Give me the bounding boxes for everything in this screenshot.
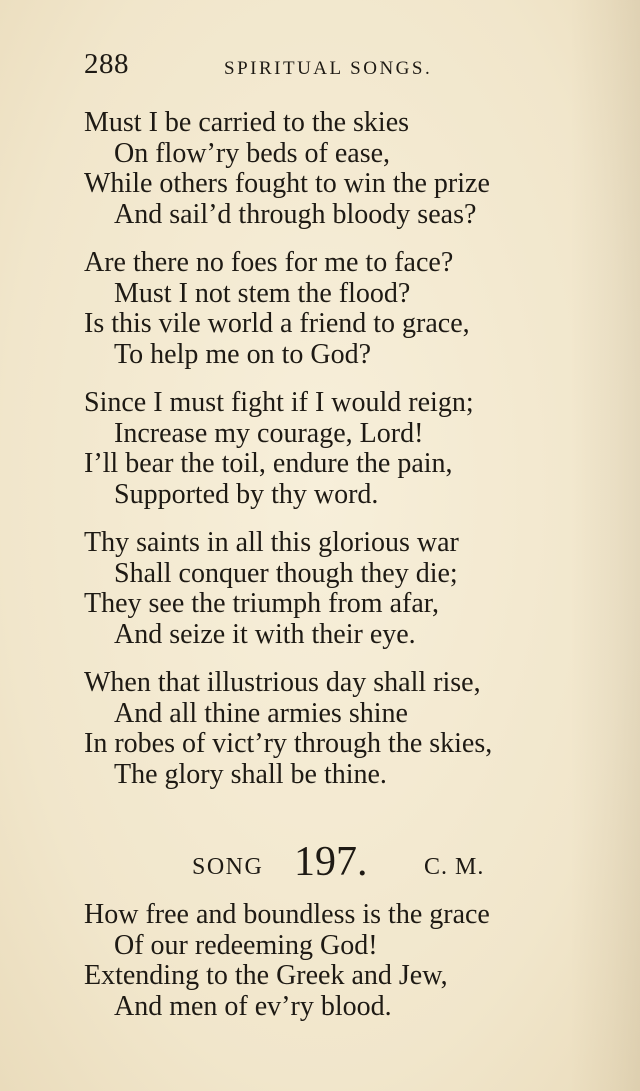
verse-line: And sail’d through bloody seas?	[114, 198, 477, 230]
verse-line: Is this vile world a friend to grace,	[84, 308, 470, 339]
stanza-1	[84, 900, 584, 1022]
verse-line: Thy saints in all this glorious war	[84, 527, 459, 558]
verse-line: Are there no foes for me to face?	[84, 247, 454, 278]
verse-line: And all thine armies shine	[114, 697, 408, 729]
page-header	[84, 48, 504, 88]
verse-line: Since I must fight if I would reign;	[84, 387, 474, 418]
page-number: 288	[84, 48, 129, 80]
stanza-4	[84, 528, 584, 650]
stanza-2	[84, 248, 584, 370]
verse-line: On flow’ry beds of ease,	[114, 137, 391, 169]
verse-line: Of our redeeming God!	[114, 929, 378, 961]
song-number: 197.	[294, 839, 368, 885]
running-head: SPIRITUAL SONGS.	[224, 58, 433, 79]
verse-line: While others fought to win the prize	[84, 168, 490, 199]
hymn-197	[84, 900, 584, 1040]
verse-line: The glory shall be thine.	[114, 758, 387, 790]
verse-line: And men of ev’ry blood.	[114, 990, 392, 1022]
verse-line: How free and boundless is the grace	[84, 899, 490, 930]
hymn-196-continuation	[84, 108, 584, 808]
verse-line: In robes of vict’ry through the skies,	[84, 728, 493, 759]
verse-line: They see the triumph from afar,	[84, 588, 439, 619]
verse-line: Supported by thy word.	[114, 478, 379, 510]
stanza-3	[84, 388, 584, 510]
verse-line: To help me on to God?	[114, 338, 371, 370]
verse-line: When that illustrious day shall rise,	[84, 667, 481, 698]
verse-line: I’ll bear the toil, endure the pain,	[84, 448, 453, 479]
song-label: SONG	[192, 854, 264, 880]
song-heading	[192, 840, 552, 890]
verse-line: Must I not stem the flood?	[114, 277, 411, 309]
verse-line: Extending to the Greek and Jew,	[84, 960, 448, 991]
stanza-1	[84, 108, 584, 230]
verse-line: Shall conquer though they die;	[114, 557, 458, 589]
verse-line: Must I be carried to the skies	[84, 107, 410, 138]
song-meter: C. M.	[424, 854, 485, 880]
stanza-5	[84, 668, 584, 790]
verse-line: And seize it with their eye.	[114, 618, 416, 650]
verse-line: Increase my courage, Lord!	[114, 417, 424, 449]
